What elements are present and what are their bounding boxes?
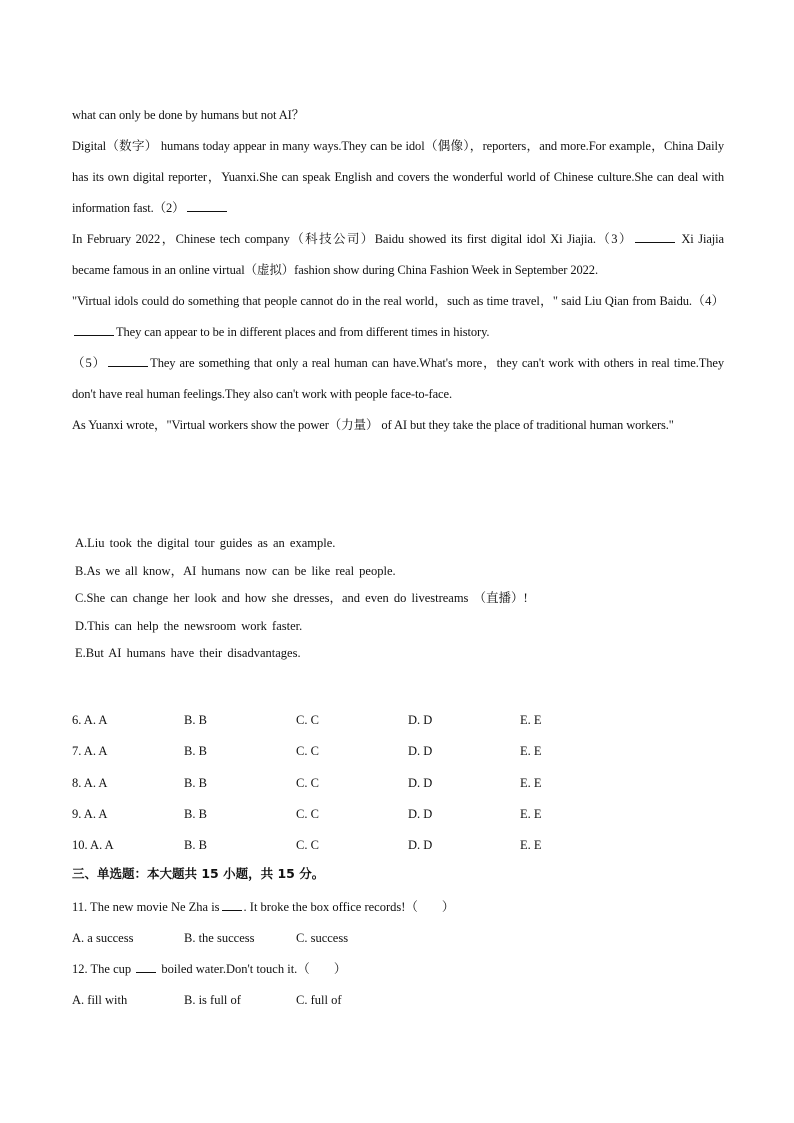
answer-blank [187, 200, 227, 212]
answer-choice: B. B [184, 713, 207, 728]
answer-row [72, 705, 732, 736]
answer-choice: D. D [408, 713, 433, 728]
answer-row [72, 768, 732, 799]
option-d: D.This can help the newsroom work faster. [75, 618, 303, 633]
answer-choice: 10. A. A [72, 838, 114, 853]
answer-choice: E. E [520, 713, 542, 728]
passage-line: what can only be done by humans but not AI？ [72, 108, 305, 122]
passage-paragraph: In February 2022，Chinese tech company（科技公司）Baidu showed its first digital idol Xi Jiajia.（3） Xi Jiajia became famous in an online virtual（虚拟）fashion show during China Fashion Week in September 2022. [72, 232, 724, 277]
answer-choice: C. C [296, 744, 319, 759]
answer-blank [635, 231, 675, 243]
answer-choice: C. C [296, 713, 319, 728]
answer-choice: B. B [184, 807, 207, 822]
answer-choice: C. C [296, 838, 319, 853]
passage-paragraph: As Yuanxi wrote，"Virtual workers show the power（力量） of AI but they take the place of traditional human workers." [72, 418, 674, 432]
question-option: C. full of [296, 993, 342, 1007]
answer-row [72, 799, 732, 830]
answer-choice: C. C [296, 775, 319, 790]
answer-choice: E. E [520, 744, 542, 759]
option-e: E.But AI humans have their disadvantages. [75, 646, 301, 661]
question-option: C. success [296, 931, 349, 945]
option-b: B.As we all know，AI humans now can be like real people. [75, 563, 396, 578]
answer-choice: 7. A. A [72, 744, 108, 759]
answer-blank [136, 961, 156, 973]
answer-choice: C. C [296, 807, 319, 822]
answer-blank [74, 324, 114, 336]
answer-choice: 8. A. A [72, 775, 108, 790]
passage-paragraph: （5） They are something that only a real human can have.What's more，they can't work with others in real time.They don't have real human feelings.They also can't work with people face-to-face. [72, 356, 724, 401]
answer-choice: D. D [408, 807, 433, 822]
question-stem: 11. The new movie Ne Zha is . It broke the box office records!（ ） [72, 900, 455, 914]
answer-choice: 9. A. A [72, 807, 108, 822]
answer-choice: E. E [520, 775, 542, 790]
answer-choice: B. B [184, 838, 207, 853]
option-list [75, 530, 695, 668]
answer-choice: B. B [184, 744, 207, 759]
answer-choice: E. E [520, 807, 542, 822]
section-title: 三、单选题：本大题共 15 小题，共 15 分。 [72, 866, 325, 881]
answer-row [72, 736, 732, 767]
option-a: A.Liu took the digital tour guides as an example. [75, 536, 336, 550]
answer-choice: D. D [408, 838, 433, 853]
answer-choice: B. B [184, 775, 207, 790]
passage-paragraph: "Virtual idols could do something that people cannot do in the real world，such as time travel，" said Liu Qian from Baidu.（4）They can appear to be in different places and from different times in history. [72, 294, 724, 339]
passage-paragraph: Digital（数字） humans today appear in many ways.They can be idol（偶像），reporters，and more.For example，China Daily has its own digital reporter，Yuanxi.She can speak English and covers the wonderful world of Chinese culture.She can deal with information fast.（2） [72, 139, 724, 215]
answer-row [72, 830, 732, 861]
answer-grid [72, 705, 732, 861]
question-11 [72, 892, 732, 954]
answer-choice: D. D [408, 744, 433, 759]
answer-choice: D. D [408, 775, 433, 790]
question-stem: 12. The cup boiled water.Don't touch it.（ ） [72, 962, 347, 976]
question-option: A. a success [72, 931, 134, 945]
question-option: A. fill with [72, 993, 128, 1007]
answer-blank [108, 355, 148, 367]
question-12 [72, 954, 732, 1016]
answer-choice: 6. A. A [72, 713, 108, 728]
question-option: B. the success [184, 931, 255, 945]
option-c: C.She can change her look and how she dresses，and even do livestreams （直播）! [75, 591, 528, 606]
answer-choice: E. E [520, 838, 542, 853]
reading-passage [72, 100, 724, 441]
question-options [72, 985, 732, 1016]
answer-blank [222, 899, 242, 911]
question-options [72, 923, 732, 954]
question-option: B. is full of [184, 993, 241, 1007]
